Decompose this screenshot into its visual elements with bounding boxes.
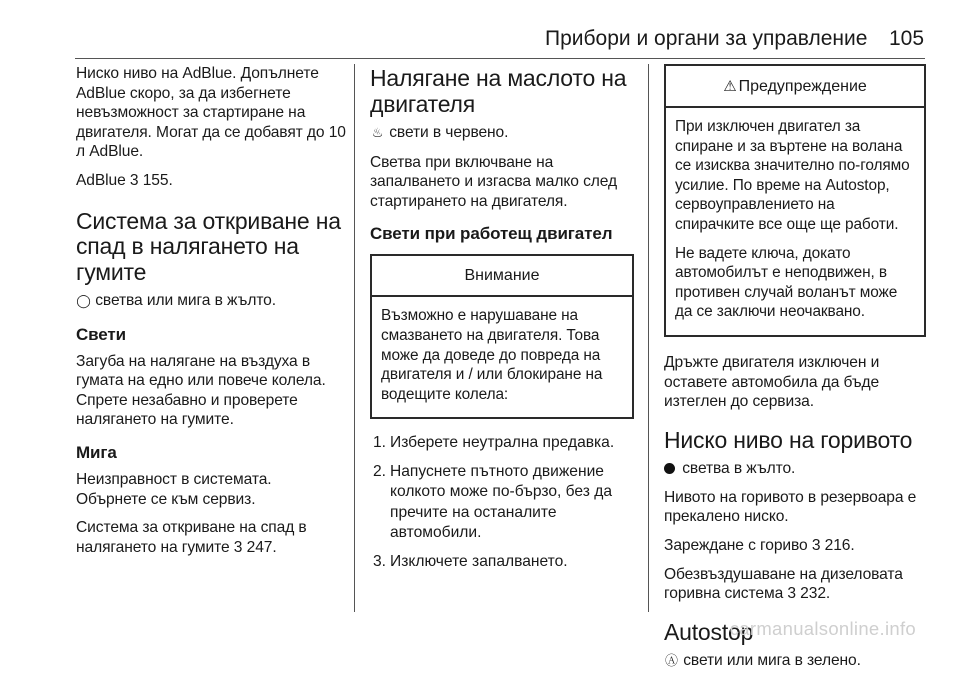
adblue-intro: Ниско ниво на AdBlue. Допълнете AdBlue скоро, за да избегнете невъзможност за стартиране на двигателя. Могат да се добавят до 10 л AdBlue. bbox=[76, 65, 346, 161]
autostop-icon: Ⓐ bbox=[665, 654, 678, 670]
oil-pressure-desc: Светва при включване на запалването и изгасва малко след стартирането на двигателя. bbox=[370, 153, 618, 210]
list-item: 2. Напуснете пътното движение колкото може по-бързо, без да пречите на останалите автомобили. bbox=[373, 462, 612, 542]
fuel-desc: Нивото на горивото в резервоара е прекалено ниско. bbox=[664, 488, 917, 526]
list-item: 3. Изключете запалването. bbox=[373, 552, 568, 570]
column-divider-1 bbox=[354, 64, 355, 612]
fuel-title: Ниско ниво на горивото bbox=[664, 426, 913, 453]
page-header-title: Прибори и органи за управление bbox=[545, 27, 868, 50]
autostop-title: Autostop bbox=[664, 618, 754, 645]
warning-text-2: Не вадете ключа, докато автомобилът е неподвижен, в противен случай воланът може да се заключи неочаквано. bbox=[675, 244, 898, 321]
fuel-reference: Зареждане с гориво 3 216. bbox=[664, 537, 855, 554]
warning-triangle-icon: ⚠ bbox=[723, 77, 737, 95]
tpms-reference: Система за откриване на спад в налягането на гумите 3 247. bbox=[76, 519, 307, 556]
steps-list bbox=[370, 433, 634, 572]
header-divider bbox=[75, 58, 925, 59]
tpms-lit-text: Загуба на налягане на въздуха в гумата на едно или повече колела. Спрете незабавно и проверете налягането на гумите. bbox=[76, 352, 326, 429]
after-warning-text: Дръжте двигателя изключен и оставете автомобила да бъде изтеглен до сервиза. bbox=[664, 353, 880, 411]
oil-running-title: Свети при работещ двигател bbox=[370, 224, 613, 244]
fuel-status: светва в жълто. bbox=[682, 460, 796, 478]
page-number: 105 bbox=[889, 27, 925, 50]
column-2 bbox=[370, 64, 634, 580]
column-divider-2 bbox=[648, 64, 649, 612]
notice-text: Възможно е нарушаване на смазването на двигателя. Това може да доведе до повреда на двигателя и / или блокиране на водещите колела: bbox=[381, 307, 603, 403]
column-1 bbox=[76, 64, 346, 566]
tpms-lit-title: Свети bbox=[76, 324, 127, 344]
tpms-status: светва или мига в жълто. bbox=[95, 292, 276, 310]
tire-pressure-icon: ◯ bbox=[76, 294, 91, 310]
oil-pressure-title: Налягане на маслото на двигателя bbox=[370, 65, 627, 117]
warning-heading: Предупреждение bbox=[738, 78, 867, 95]
warning-text-1: При изключен двигател за спиране и за въртене на волана се изисква значително по-голямо усилие. По време на Autostop, сервоуправлението на спирачките все още ще работи. bbox=[675, 118, 910, 233]
watermark: carmanualsonline.info bbox=[729, 618, 916, 639]
list-item: 1. Изберете неутрална предавка. bbox=[373, 434, 615, 452]
bleed-reference: Обезвъздушаване на дизеловата горивна система 3 232. bbox=[664, 565, 903, 603]
tpms-flash-title: Мига bbox=[76, 443, 117, 463]
tpms-title: Система за откриване на спад в налягането на гумите bbox=[76, 207, 341, 285]
warning-box bbox=[664, 64, 926, 337]
fuel-indicator-icon bbox=[664, 463, 675, 474]
tpms-flash-text: Неизправност в системата. Обърнете се към сервиз. bbox=[76, 471, 272, 508]
autostop-status: свети или мига в зелено. bbox=[683, 652, 861, 670]
oil-pressure-status: свети в червено. bbox=[389, 124, 509, 141]
notice-box bbox=[370, 254, 634, 419]
adblue-reference: AdBlue 3 155. bbox=[76, 171, 173, 189]
notice-heading: Внимание bbox=[372, 256, 632, 297]
oil-can-icon: ♨ bbox=[371, 126, 384, 141]
column-3 bbox=[664, 64, 926, 681]
